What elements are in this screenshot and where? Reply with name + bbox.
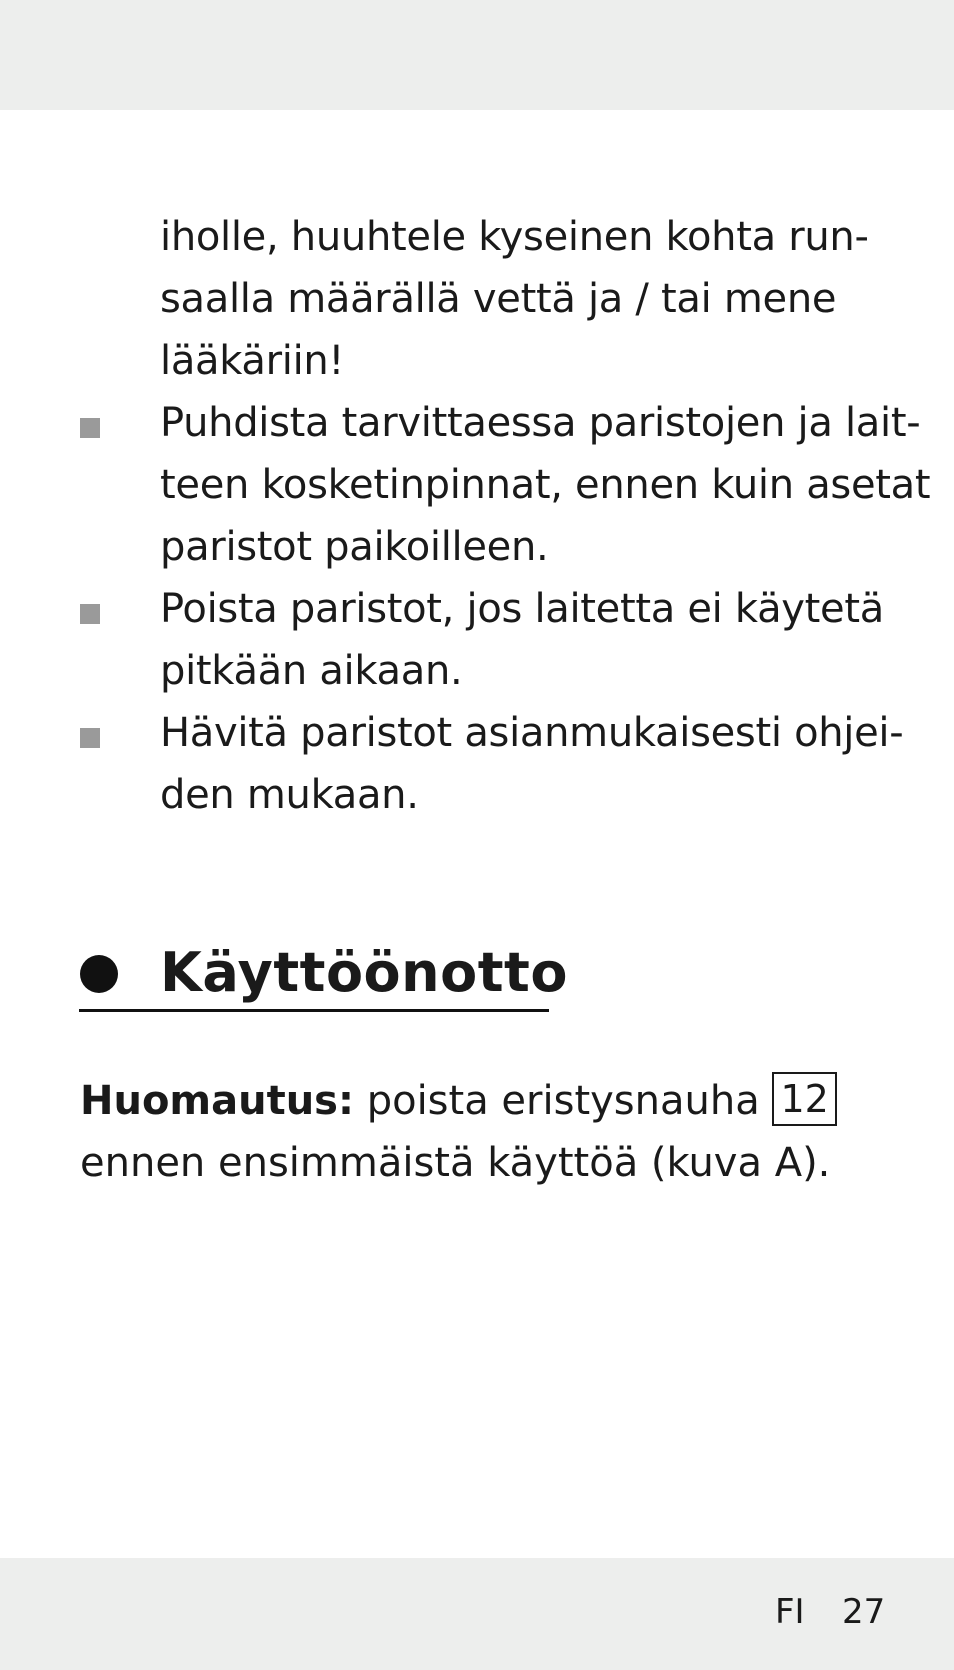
footer-language-code: FI xyxy=(775,1592,805,1632)
part-reference-box: 12 xyxy=(772,1072,836,1126)
bullet-line: pitkään aikaan. xyxy=(160,648,463,694)
bullet-line: Hävitä paristot asianmukaisesti ohjei- xyxy=(160,710,904,756)
note-line-2: ennen ensimmäistä käyttöä (kuva A). xyxy=(80,1140,831,1186)
bullet-line: paristot paikoilleen. xyxy=(160,524,549,570)
section-heading-underline xyxy=(79,1009,549,1012)
paragraph-line: lääkäriin! xyxy=(160,338,345,384)
bottom-margin-band xyxy=(0,1558,954,1670)
top-margin-band xyxy=(0,0,954,110)
footer-page-number: 27 xyxy=(842,1592,886,1632)
note-line-1 xyxy=(80,1070,837,1132)
note-label: Huomautus: xyxy=(80,1078,354,1124)
bullet-square-icon xyxy=(80,604,100,624)
paragraph-line: iholle, huuhtele kyseinen kohta run- xyxy=(160,214,869,260)
bullet-line: Poista paristot, jos laitetta ei käytetä xyxy=(160,586,884,632)
bullet-line: den mukaan. xyxy=(160,772,419,818)
section-bullet-dot-icon xyxy=(80,955,118,993)
bullet-square-icon xyxy=(80,728,100,748)
paragraph-line: saalla määrällä vettä ja / tai mene xyxy=(160,276,837,322)
bullet-line: Puhdista tarvittaessa paristojen ja lait- xyxy=(160,400,921,446)
bullet-line: teen kosketinpinnat, ennen kuin asetat xyxy=(160,462,931,508)
bullet-square-icon xyxy=(80,418,100,438)
note-text: poista eristysnauha xyxy=(366,1078,760,1124)
section-heading: Käyttöönotto xyxy=(160,941,568,1004)
